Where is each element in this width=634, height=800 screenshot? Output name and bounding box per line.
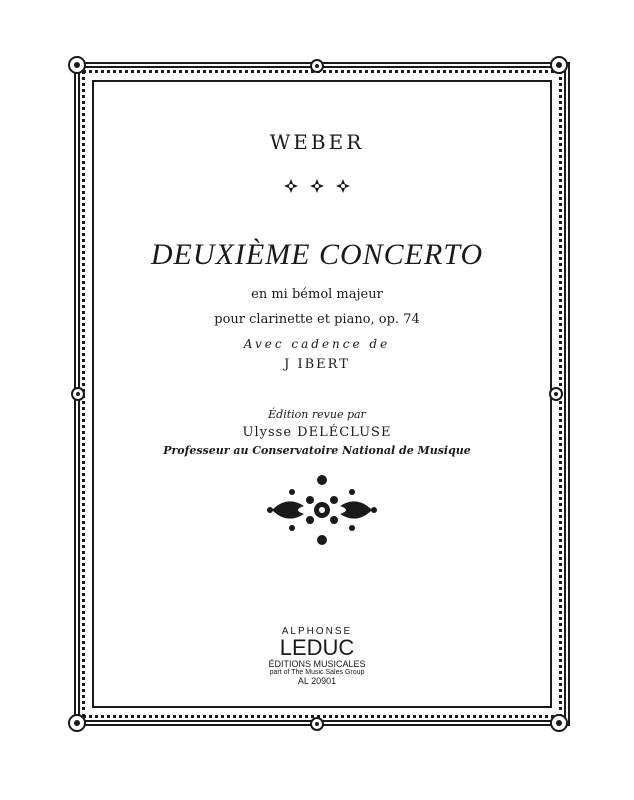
- work-key: en mi bémol majeur: [251, 287, 383, 302]
- publisher-name-top: ALPHONSE: [281, 626, 353, 637]
- publisher-name-main: LEDUC: [279, 635, 355, 660]
- inner-border: [92, 80, 552, 708]
- floral-vignette-icon: [262, 470, 382, 550]
- instrumentation: pour clarinette et piano, op. 74: [214, 312, 420, 327]
- work-title: DEUXIÈME CONCERTO: [150, 238, 484, 271]
- corner-rose-icon: [548, 54, 570, 76]
- editor-name: Ulysse DELÉCLUSE: [242, 425, 392, 440]
- cadence-author: J IBERT: [284, 357, 350, 372]
- border-flower-icon: [70, 386, 86, 402]
- border-flower-icon: [548, 386, 564, 402]
- publisher-subtitle: ÉDITIONS MUSICALES: [268, 659, 366, 669]
- star-icon: [335, 178, 351, 194]
- border-flower-icon: [309, 58, 325, 74]
- star-icon: [309, 178, 325, 194]
- publisher-group: part of The Music Sales Group: [269, 669, 365, 676]
- corner-rose-icon: [66, 54, 88, 76]
- editor-title: Professeur au Conservatoire National de Musique: [163, 444, 471, 457]
- asterism: [0, 178, 634, 198]
- corner-rose-icon: [548, 712, 570, 734]
- composer-name: WEBER: [269, 130, 365, 154]
- catalog-number: AL 20901: [297, 676, 337, 686]
- cadence-line: Avec cadence de: [243, 337, 391, 351]
- star-icon: [283, 178, 299, 194]
- border-flower-icon: [309, 716, 325, 732]
- publisher-logo: [262, 626, 372, 686]
- corner-rose-icon: [66, 712, 88, 734]
- edition-line: Édition revue par: [268, 408, 366, 421]
